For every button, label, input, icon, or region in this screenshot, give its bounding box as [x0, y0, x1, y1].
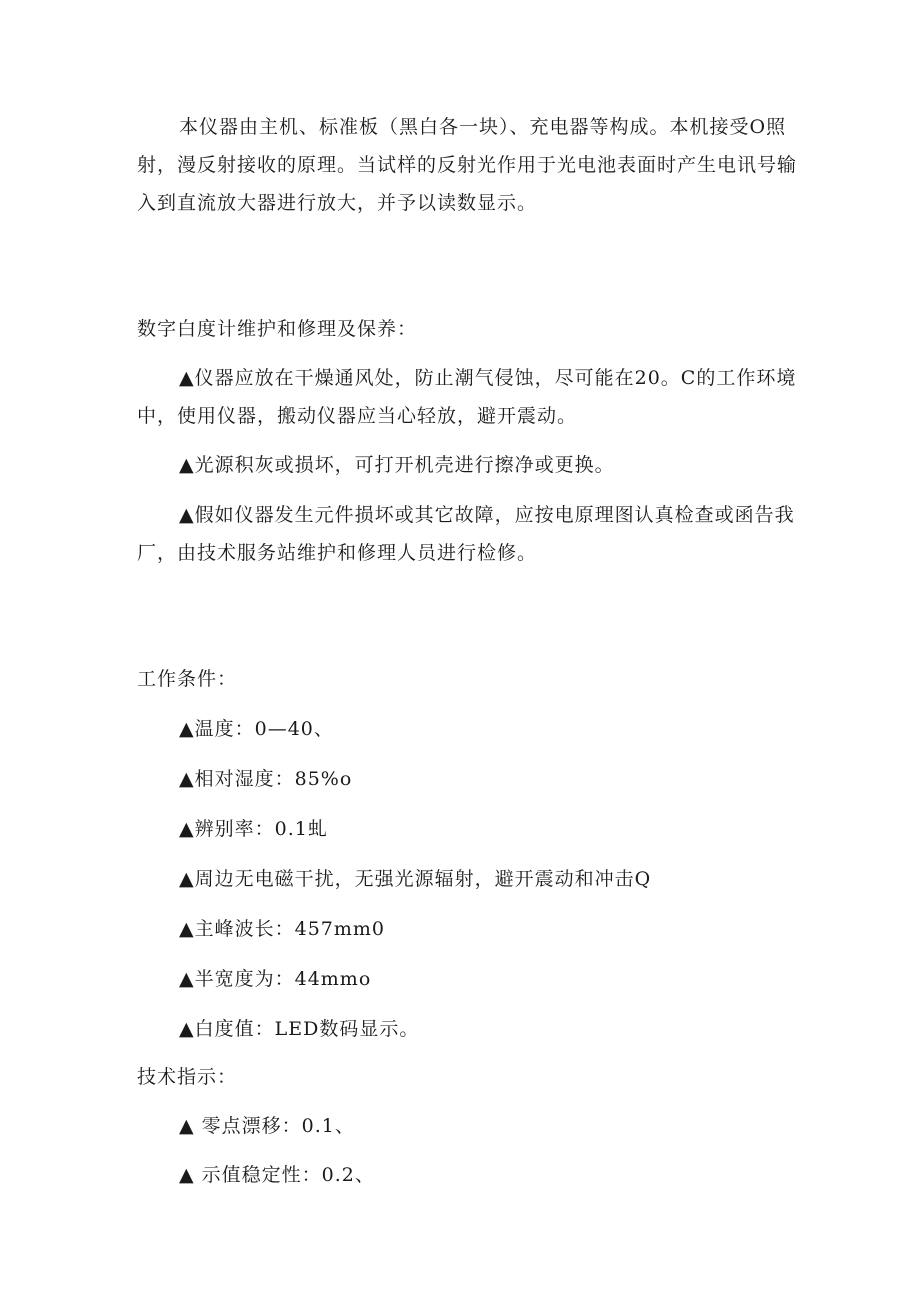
condition-item: ▲主峰波长：457mm0: [179, 918, 385, 940]
condition-item: ▲白度值：LED数码显示。: [179, 1018, 420, 1040]
conditions-heading: 工作条件：: [137, 668, 238, 690]
specs-heading: 技术指示：: [137, 1066, 238, 1088]
maintenance-item: ▲假如仪器发生元件损坏或其它故障，应按电原理图认真检查或函告我厂，由技术服务站维护和修理人员进行检修。: [137, 504, 795, 564]
maintenance-item: ▲仪器应放在干燥通风处，防止潮气侵蚀，尽可能在20。C的工作环境中，使用仪器，搬动仪器应当心轻放，避开震动。: [137, 367, 797, 427]
maintenance-heading: 数字白度计维护和修理及保养：: [137, 318, 418, 340]
spec-item: ▲ 零点漂移：0.1、: [179, 1115, 355, 1137]
condition-item: ▲辨别率：0.1虬: [179, 818, 328, 840]
condition-item: ▲半宽度为：44mmo: [179, 968, 372, 990]
condition-item: ▲相对湿度：85%o: [179, 768, 353, 790]
maintenance-item: ▲光源积灰或损坏，可打开机壳进行擦净或更换。: [179, 454, 615, 476]
spec-item: ▲ 示值稳定性：0.2、: [179, 1164, 375, 1186]
intro-paragraph: 本仪器由主机、标准板（黑白各一块）、充电器等构成。本机接受O照射，漫反射接收的原理。当试样的反射光作用于光电池表面时产生电讯号输入到直流放大器进行放大，并予以读数显示。: [137, 116, 798, 214]
condition-item: ▲周边无电磁干扰，无强光源辐射，避开震动和冲击Q: [179, 868, 652, 890]
condition-item: ▲温度：0—40、: [179, 718, 334, 740]
